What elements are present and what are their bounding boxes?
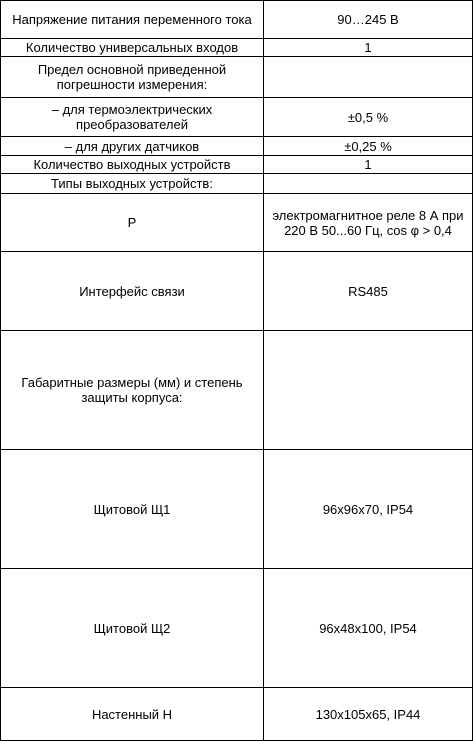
table-row — [1, 174, 473, 194]
value-cell: 130х105х65, IP44 — [264, 688, 473, 741]
table-row — [1, 137, 473, 156]
table-row — [1, 331, 473, 450]
table-row — [1, 1, 473, 39]
value-cell: RS485 — [264, 252, 473, 331]
value-cell — [264, 331, 473, 450]
table-row — [1, 450, 473, 569]
value-cell: 1 — [264, 39, 473, 57]
param-cell: Предел основной приведенной погрешности измерения: — [1, 57, 264, 98]
param-cell: Типы выходных устройств: — [1, 174, 264, 194]
value-cell — [264, 174, 473, 194]
table-row — [1, 569, 473, 688]
value-cell: 1 — [264, 156, 473, 174]
value-cell: 96х48х100, IP54 — [264, 569, 473, 688]
param-cell: Напряжение питания переменного тока — [1, 1, 264, 39]
table-row — [1, 57, 473, 98]
value-cell: 96х96х70, IP54 — [264, 450, 473, 569]
param-cell: – для термоэлектрических преобразователей — [1, 98, 264, 137]
value-cell: ±0,5 % — [264, 98, 473, 137]
param-cell: Р — [1, 194, 264, 252]
param-cell: Интерфейс связи — [1, 252, 264, 331]
table-row — [1, 194, 473, 252]
value-cell: электромагнитное реле 8 А при 220 В 50...60 Гц, cos φ > 0,4 — [264, 194, 473, 252]
param-cell: – для других датчиков — [1, 137, 264, 156]
param-cell: Количество выходных устройств — [1, 156, 264, 174]
param-cell: Количество универсальных входов — [1, 39, 264, 57]
table-row — [1, 156, 473, 174]
value-cell: ±0,25 % — [264, 137, 473, 156]
table-row — [1, 98, 473, 137]
table-row — [1, 39, 473, 57]
param-cell: Габаритные размеры (мм) и степень защиты корпуса: — [1, 331, 264, 450]
table-row — [1, 688, 473, 741]
table-row — [1, 252, 473, 331]
value-cell — [264, 57, 473, 98]
value-cell: 90…245 В — [264, 1, 473, 39]
param-cell: Щитовой Щ1 — [1, 450, 264, 569]
param-cell: Настенный Н — [1, 688, 264, 741]
param-cell: Щитовой Щ2 — [1, 569, 264, 688]
